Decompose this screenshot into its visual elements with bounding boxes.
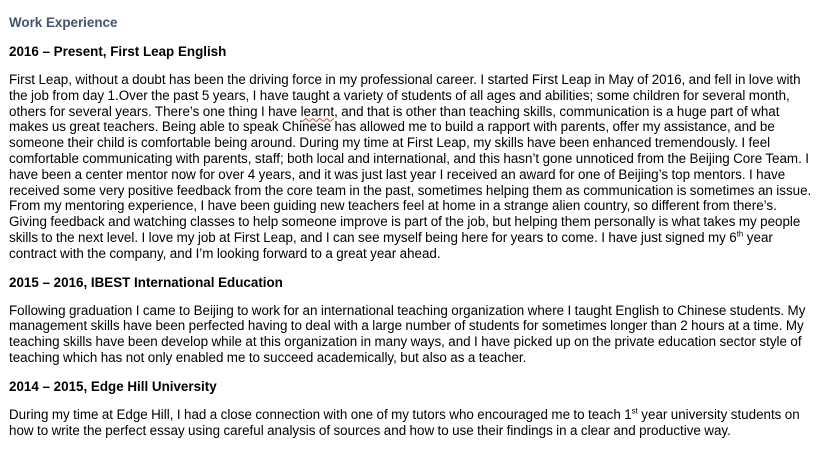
ordinal-suffix: th (736, 229, 744, 239)
description-text: year university students on how to write the perfect essay using careful analysis of sources and how to use their findings in a clear and productive way. (9, 406, 800, 438)
description-text: Following graduation I came to Beijing to work for an international teaching organization where I taught English to Chinese students. My management skills have been perfected having to deal with a large number of students for sometimes longer than 2 hours at a time. My teaching skills have been develop while at this organization in many ways, and I have picked up on the private education sector style of teaching which has not only enabled me to succeed academically, but also as a teacher. (9, 302, 806, 365)
section-heading-work-experience: Work Experience (9, 15, 118, 30)
job-heading-ibest: 2015 – 2016, IBEST International Education (9, 274, 283, 290)
job-description-edge-hill (9, 407, 815, 439)
description-text: During my time at Edge Hill, I had a close connection with one of my tutors who encouraged me to teach 1 (9, 406, 632, 422)
job-description-first-leap (9, 72, 815, 262)
job-heading-first-leap: 2016 – Present, First Leap English (9, 44, 227, 59)
description-text: First Leap, without a doubt has been the driving force in my professional career. I started First Leap in May of 2016, and fell in love with the job from day 1.Over the past 5 years, I have taught a variety of students of all ages and abilities; some children for several month, others for several years. There’s one thing I have (9, 72, 801, 119)
job-heading-edge-hill: 2014 – 2015, Edge Hill University (9, 378, 217, 394)
ordinal-suffix: st (631, 406, 638, 416)
spelling-flagged-word: learnt (300, 103, 335, 119)
description-text: , and that is other than teaching skills, communication is a huge part of what makes us great teachers. Being able to speak Chinese has allowed me to build a rapport with parents, offer my assistance, and be someone their child is comfortable being around. During my time at First Leap, my skills have been enhanced tremendously. I feel comfortable communicating with parents, staff; both local and international, and this hasn’t gone unnoticed from the Beijing Core Team. I have been a center mentor now for over 4 years, and it was just last year I received an award for one of Beijing’s top mentors. I have received some very positive feedback from the core team in the past, sometimes helping them as communication is sometimes an issue. From my mentoring experience, I have been guiding new teachers feel at home in a strange alien country, so different from there’s. Giving feedback and watching classes to help someone improve is part of the job, but helping them personally is what takes my people skills to the next level. I love my job at First Leap, and I can see myself being here for years to come. I have just signed my 6 (9, 103, 812, 245)
resume-page (9, 0, 815, 438)
job-description-ibest (9, 303, 815, 366)
description-text: year contract with the company, and I’m looking forward to a great year ahead. (9, 229, 773, 261)
